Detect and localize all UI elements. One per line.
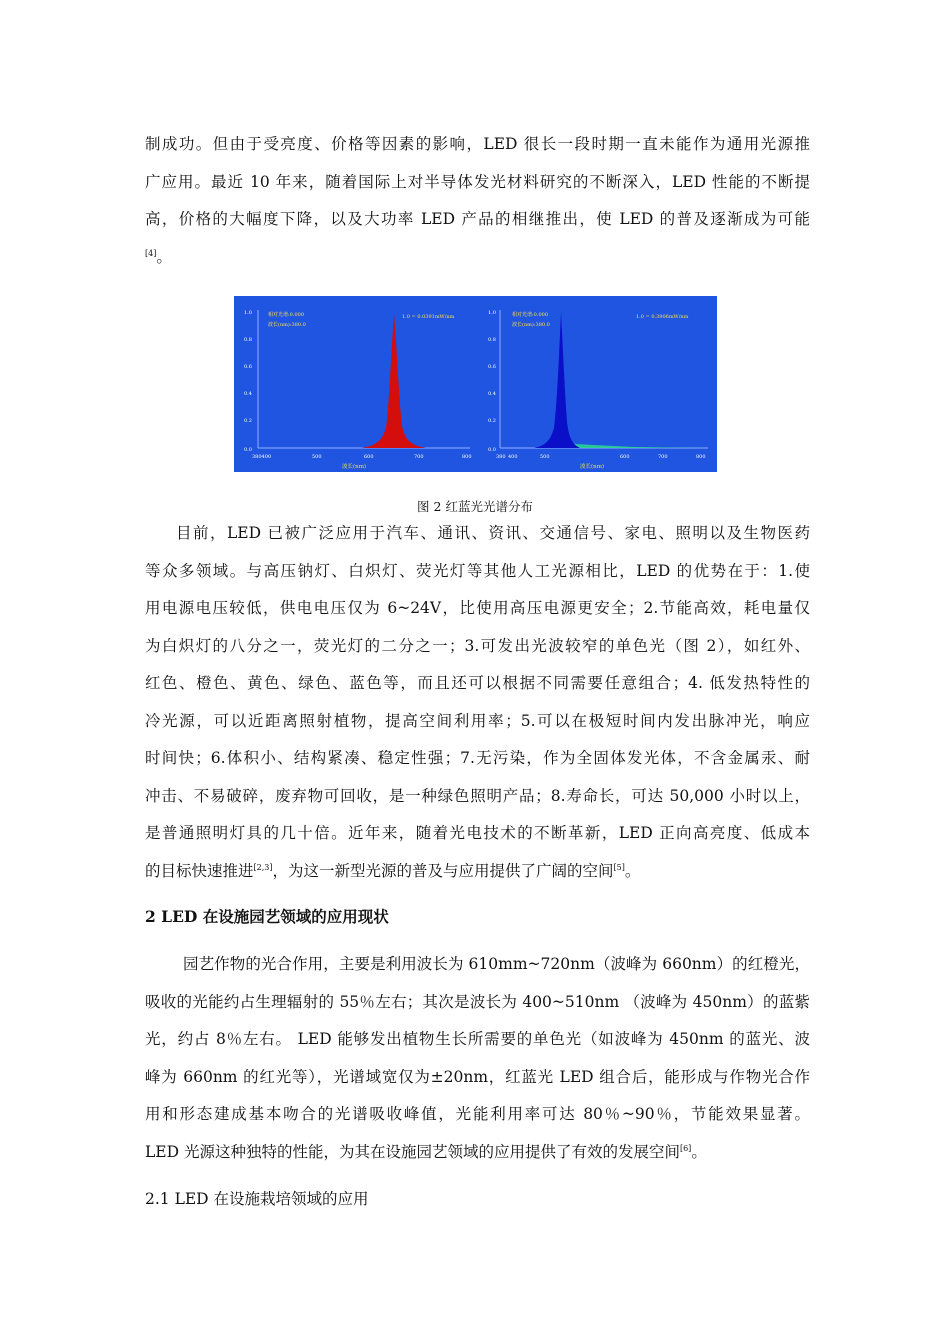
- peak-label: 1.0 = 0.3906mW/nm: [636, 314, 689, 320]
- readout-text: 相对光谱:0.000: [512, 312, 548, 318]
- y-tick-label: 0.4: [244, 391, 252, 397]
- y-tick-label: 0.0: [244, 447, 252, 453]
- figure-background: [234, 296, 717, 472]
- y-tick-label: 0.8: [488, 337, 496, 343]
- text-line: 用电源电压较低，供电电压仅为 6~24V，比使用高压电源更安全；2.节能高效，耗电量仅: [145, 599, 810, 617]
- text-fragment: 。: [691, 1142, 707, 1161]
- readout-text: 相对光谱:0.000: [268, 312, 304, 318]
- photosynthesis-paragraph: [145, 946, 810, 1171]
- y-tick-label: 0.2: [244, 418, 252, 424]
- y-tick-label: 0.6: [244, 364, 252, 370]
- x-tick-label: 600: [620, 454, 630, 460]
- text-line: 冷光源，可以近距离照射植物，提高空间利用率；5.可以在极短时间内发出脉冲光，响应: [145, 711, 810, 730]
- text-line: [145, 1134, 810, 1172]
- intro-paragraph: [145, 126, 810, 276]
- text-line: 光，约占 8％左右。 LED 能够发出植物生长所需要的单色光（如波峰为 450nm 的蓝光、波: [145, 1030, 810, 1048]
- x-tick-label: 700: [414, 454, 424, 460]
- section-heading: 2 LED 在设施园艺领域的应用现状: [145, 907, 389, 926]
- text-line: 用和形态建成基本吻合的光谱吸收峰值，光能利用率可达 80％~90％，节能效果显著。: [145, 1105, 810, 1123]
- x-tick-label: 800: [696, 454, 706, 460]
- y-tick-label: 0.4: [488, 391, 496, 397]
- x-tick-label: 800: [462, 454, 472, 460]
- text-line: [145, 853, 810, 891]
- citation-ref: [2,3]: [253, 862, 273, 872]
- text-line: 园艺作物的光合作用，主要是利用波长为 610mm~720nm（波峰为 660nm）的红橙光，: [183, 955, 810, 973]
- citation-ref: [4]: [145, 248, 157, 258]
- x-tick-label: 500: [540, 454, 550, 460]
- citation-ref: [5]: [613, 862, 625, 872]
- x-tick-label: 380400: [252, 454, 272, 460]
- text-line: 冲击、不易破碎，废弃物可回收，是一种绿色照明产品；8.寿命长，可达 50,000 小时以上，: [145, 786, 810, 805]
- figure-caption: 图 2 红蓝光光谱分布: [417, 499, 533, 514]
- peak-label: 1.0 = 0.0391mW/nm: [402, 314, 455, 320]
- text-line: 是普通照明灯具的几十倍。近年来，随着光电技术的不断革新，LED 正向高亮度、低成本: [145, 824, 810, 842]
- text-line: 等众多领域。与高压钠灯、白炽灯、荧光灯等其他人工光源相比，LED 的优势在于：1.使: [145, 561, 810, 580]
- y-tick-label: 1.0: [244, 310, 252, 316]
- text-line: 时间快；6.体积小、结构紧凑、稳定性强；7.无污染，作为全固体发光体，不含金属汞、耐: [145, 749, 810, 767]
- citation-ref: [6]: [679, 1143, 692, 1153]
- x-tick-label: 400: [508, 454, 518, 460]
- x-tick-label: 600: [364, 454, 374, 460]
- text-line: 制成功。但由于受亮度、价格等因素的影响，LED 很长一段时期一直未能作为通用光源推: [145, 135, 810, 153]
- y-tick-label: 0.8: [244, 337, 252, 343]
- text-line: 目前，LED 已被广泛应用于汽车、通讯、资讯、交通信号、家电、照明以及生物医药: [176, 524, 810, 542]
- text-line: [145, 239, 810, 277]
- text-fragment: 。: [156, 247, 172, 266]
- readout-text: 波长(nm):380.0: [512, 322, 550, 328]
- x-tick-label: 380: [496, 454, 506, 460]
- y-tick-label: 0.2: [488, 418, 496, 424]
- text-line: 为白炽灯的八分之一，荧光灯的二分之一；3.可发出光波较窄的单色光（图 2），如红外、: [145, 636, 810, 655]
- text-fragment: 。: [624, 861, 641, 880]
- y-tick-label: 1.0: [488, 310, 496, 316]
- x-tick-label: 500: [312, 454, 322, 460]
- advantages-paragraph: [145, 515, 810, 890]
- text-line: 红色、橙色、黄色、绿色、蓝色等，而且还可以根据不同需要任意组合；4. 低发热特性的: [145, 674, 810, 692]
- text-line: 高，价格的大幅度下降，以及大功率 LED 产品的相继推出，使 LED 的普及逐渐成为可能: [145, 210, 810, 228]
- text-line: 广应用。最近 10 年来，随着国际上对半导体发光材料研究的不断深入，LED 性能的不断提: [145, 172, 810, 191]
- subsection-heading: 2.1 LED 在设施栽培领域的应用: [145, 1190, 369, 1208]
- spectrum-figure-svg: [234, 296, 717, 472]
- spectrum-figure: [234, 296, 717, 472]
- y-tick-label: 0.6: [488, 364, 496, 370]
- y-tick-label: 0.0: [488, 447, 496, 453]
- x-axis-label: 波长(nm): [580, 464, 605, 470]
- x-axis-label: 波长(nm): [342, 464, 367, 470]
- text-fragment: LED 光源这种独特的性能，为其在设施园艺领域的应用提供了有效的发展空间: [145, 1142, 680, 1161]
- text-line: 峰为 660nm 的红光等），光谱域宽仅为±20nm，红蓝光 LED 组合后，能形成与作物光合作: [145, 1067, 810, 1086]
- x-tick-label: 700: [658, 454, 668, 460]
- text-fragment: 的目标快速推进: [145, 861, 254, 880]
- text-fragment: ，为这一新型光源的普及与应用提供了广阔的空间: [272, 861, 614, 880]
- readout-text: 波长(nm):380.0: [268, 322, 306, 328]
- text-line: 吸收的光能约占生理辐射的 55％左右；其次是波长为 400~510nm （波峰为 450nm）的蓝紫: [145, 992, 810, 1011]
